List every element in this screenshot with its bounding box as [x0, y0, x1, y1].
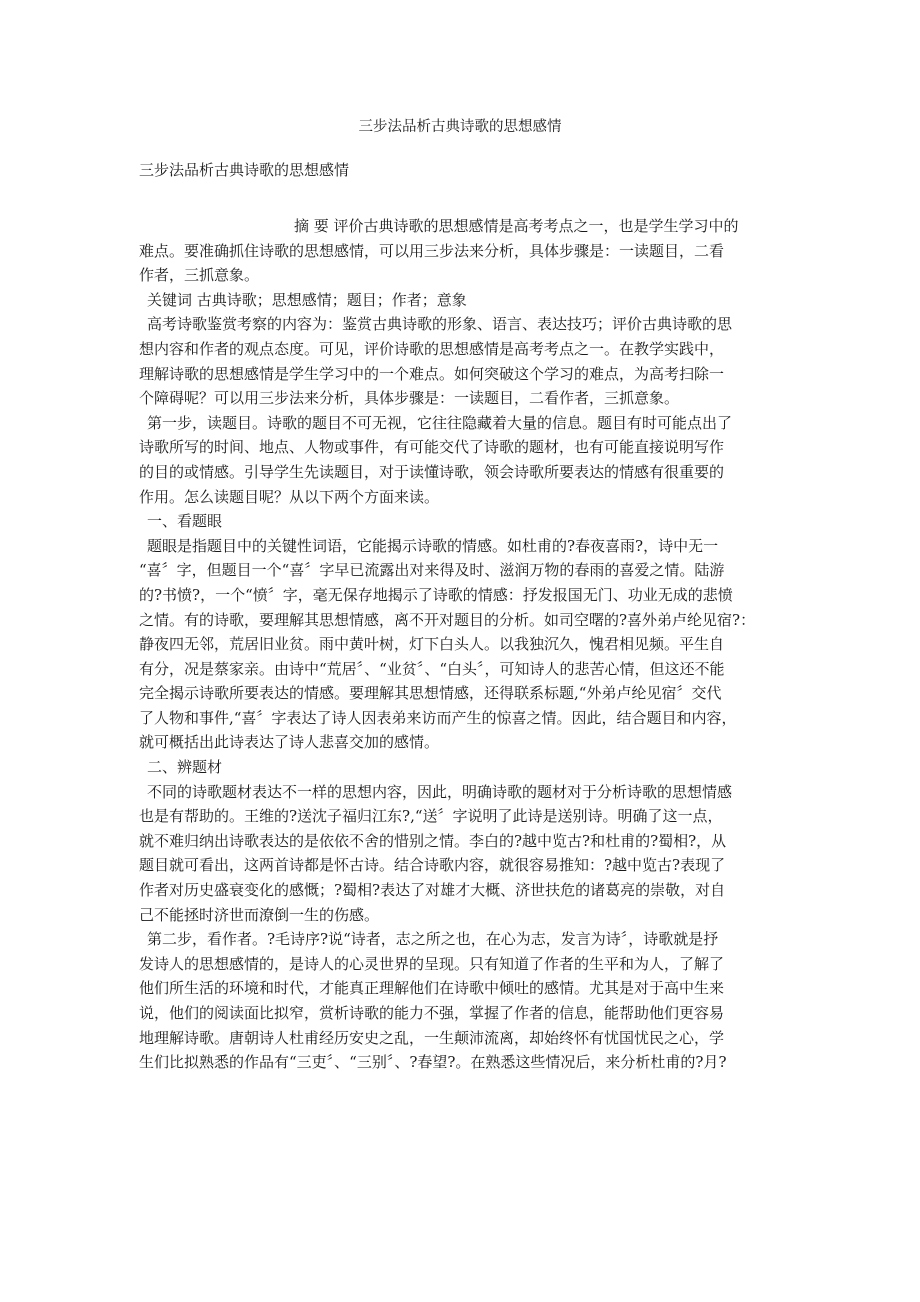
text-line: 说，他们的阅读面比拟窄，赏析诗歌的能力不强，掌握了作者的信息，能帮助他们更容易 [139, 1004, 725, 1022]
text-line: 静夜四无邻，荒居旧业贫。雨中黄叶树，灯下白头人。以我独沉久，愧君相见频。平生自 [139, 635, 725, 654]
text-line: 一、看题眼 [147, 512, 223, 531]
text-line: 了人物和事件,“喜〞字表达了诗人因表弟来访而产生的惊喜之情。因此，结合题目和内容， [139, 708, 737, 727]
document-body [139, 214, 789, 1075]
text-line: 之情。有的诗歌，要理解其思想情感，离不开对题目的分析。如司空曙的?喜外弟卢纶见宿?： [139, 610, 756, 629]
text-line: 想内容和作者的观点态度。可见，评价诗歌的思想感情是高考考点之一。在教学实践中， [139, 339, 725, 358]
text-line: 题眼是指题目中的关键性词语，它能揭示诗歌的情感。如杜甫的?春夜喜雨?，诗中无一 [147, 536, 719, 555]
text-line: 他们所生活的环境和时代，才能真正理解他们在诗歌中倾吐的感情。尤其是对于高中生来 [139, 979, 725, 998]
text-line: 第一步，读题目。诗歌的题目不可无视，它往往隐藏着大量的信息。题目有时可能点出了 [147, 413, 733, 432]
text-line: 难点。要准确抓住诗歌的思想感情，可以用三步法来分析，具体步骤是：一读题目，二看 [139, 241, 725, 260]
text-line: 的?书愤?，一个“愤〞字，毫无保存地揭示了诗歌的情感：抒发报国无门、功业无成的悲愤 [139, 585, 733, 604]
text-line: 的目的或情感。引导学生先读题目，对于读懂诗歌，领会诗歌所要表达的情感有很重要的 [139, 462, 725, 481]
text-line: “喜〞字，但题目一个“喜〞字早已流露出对来得及时、滋润万物的春雨的喜爱之情。陆游 [139, 561, 725, 580]
text-line: 理解诗歌的思想感情是学生学习中的一个难点。如何突破这个学习的难点，为高考扫除一 [139, 364, 725, 383]
text-line: 作者，三抓意象。 [139, 266, 260, 285]
text-line: 也是有帮助的。王维的?送沈子福归江东?,“送〞字说明了此诗是送别诗。明确了这一点， [139, 807, 723, 826]
text-line: 摘 要 评价古典诗歌的思想感情是高考考点之一，也是学生学习中的 [294, 217, 739, 235]
text-line: 题目就可看出，这两首诗都是怀古诗。结合诗歌内容，就很容易推知：?越中览古?表现了 [139, 856, 726, 875]
text-line: 生们比拟熟悉的作品有“三吏〞、“三别〞、?春望?。在熟悉这些情况后，来分析杜甫的?月? [139, 1053, 727, 1072]
text-line: 有分，况是蔡家亲。由诗中“荒居〞、“业贫〞、“白头〞，可知诗人的悲苦心情，但这还不能 [139, 659, 725, 678]
text-line: 发诗人的思想感情的，是诗人的心灵世界的呈现。只有知道了作者的生平和为人，了解了 [139, 954, 725, 973]
text-line: 第二步，看作者。?毛诗序?说“诗者，志之所之也，在心为志，发言为诗〞，诗歌就是抒 [147, 930, 719, 949]
text-line: 诗歌所写的时间、地点、人物或事件，有可能交代了诗歌的题材，也有可能直接说明写作 [139, 438, 725, 457]
text-line: 作者对历史盛衰变化的感慨；?蜀相?表达了对雄才大概、济世扶危的诸葛亮的崇敬，对自 [139, 881, 726, 900]
document-subtitle: 三步法品析古典诗歌的思想感情 [139, 161, 350, 179]
text-line: 完全揭示诗歌所要表达的情感。要理解其思想情感，还得联系标题,“外弟卢纶见宿〞交代 [139, 684, 722, 703]
text-line: 个障碍呢？可以用三步法来分析，具体步骤是：一读题目，二看作者，三抓意象。 [139, 389, 680, 408]
text-line: 关键词 古典诗歌；思想感情；题目；作者；意象 [147, 290, 467, 309]
text-line: 就可概括出此诗表达了诗人悲喜交加的感情。 [139, 733, 440, 752]
text-line: 作用。怎么读题目呢？从以下两个方面来读。 [139, 487, 440, 506]
text-line: 地理解诗歌。唐朝诗人杜甫经历安史之乱，一生颠沛流离，却始终怀有忧国忧民之心，学 [139, 1028, 725, 1047]
text-line: 高考诗歌鉴赏考察的内容为：鉴赏古典诗歌的形象、语言、表达技巧；评价古典诗歌的思 [147, 315, 733, 334]
document-title: 三步法品析古典诗歌的思想感情 [358, 119, 562, 135]
text-line: 不同的诗歌题材表达不一样的思想内容，因此，明确诗歌的题材对于分析诗歌的思想情感 [147, 782, 733, 801]
text-line: 就不难归纳出诗歌表达的是依依不舍的惜别之情。李白的?越中览古?和杜甫的?蜀相?，从 [139, 831, 727, 850]
text-line: 二、辨题材 [147, 758, 223, 777]
text-line: 己不能拯时济世而潦倒一生的伤感。 [139, 905, 380, 924]
